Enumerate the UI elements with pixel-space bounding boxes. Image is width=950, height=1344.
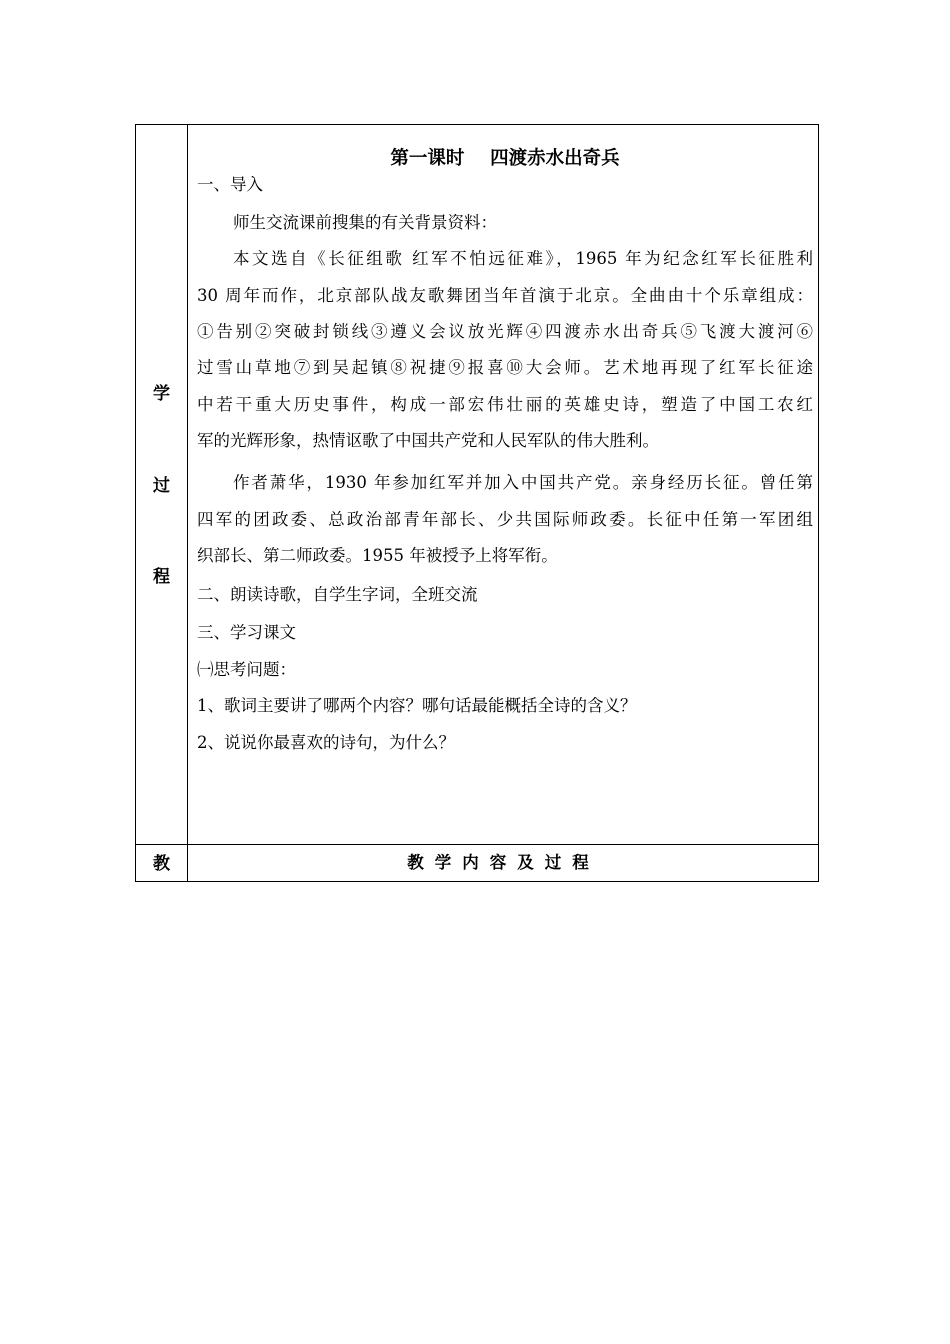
paragraph-line: 作者萧华，1930 年参加红军并加入中国共产党。亲身经历长征。曾任第 bbox=[233, 473, 813, 492]
section-reading-heading: 二、朗读诗歌，自学生字词，全班交流 bbox=[197, 585, 478, 604]
question-item: 2、说说你最喜欢的诗句，为什么？ bbox=[197, 733, 455, 752]
paragraph-line: 织部长、第二师政委。1955 年被授予上将军衔。 bbox=[197, 546, 558, 565]
teaching-content-label: 教学内容及过程 bbox=[407, 853, 600, 872]
section-study-heading: 三、学习课文 bbox=[197, 623, 296, 642]
question-item: 1、歌词主要讲了哪两个内容？哪句话最能概括全诗的含义？ bbox=[197, 696, 637, 715]
side-label-cheng: 程 bbox=[153, 567, 170, 587]
section-intro-heading: 一、导入 bbox=[197, 175, 263, 194]
side-label-jiao: 教 bbox=[153, 854, 170, 874]
paragraph-line: 中若干重大历史事件，构成一部宏伟壮丽的英雄史诗，塑造了中国工农红 bbox=[197, 395, 813, 414]
column-divider bbox=[187, 125, 188, 881]
paragraph-line: 军的光辉形象，热情讴歌了中国共产党和人民军队的伟大胜利。 bbox=[197, 431, 659, 450]
lesson-table bbox=[135, 124, 819, 882]
paragraph-line: 师生交流课前搜集的有关背景资料： bbox=[233, 213, 497, 232]
paragraph-line: 30 周年而作，北京部队战友歌舞团当年首演于北京。全曲由十个乐章组成： bbox=[197, 286, 813, 305]
side-label-xue: 学 bbox=[153, 384, 170, 404]
paragraph-line: 四军的团政委、总政治部青年部长、少共国际师政委。长征中任第一军团组 bbox=[197, 510, 813, 529]
question-heading: ㈠思考问题： bbox=[197, 660, 296, 679]
paragraph-line: ①告别②突破封锁线③遵义会议放光辉④四渡赤水出奇兵⑤飞渡大渡河⑥ bbox=[197, 322, 813, 341]
paragraph-line: 本文选自《长征组歌 红军不怕远征难》，1965 年为纪念红军长征胜利 bbox=[233, 249, 813, 268]
paragraph-line: 过雪山草地⑦到吴起镇⑧祝捷⑨报喜⑩大会师。艺术地再现了红军长征途 bbox=[197, 358, 813, 377]
lesson-title: 第一课时 四渡赤水出奇兵 bbox=[390, 148, 620, 169]
side-label-guo: 过 bbox=[153, 476, 170, 496]
